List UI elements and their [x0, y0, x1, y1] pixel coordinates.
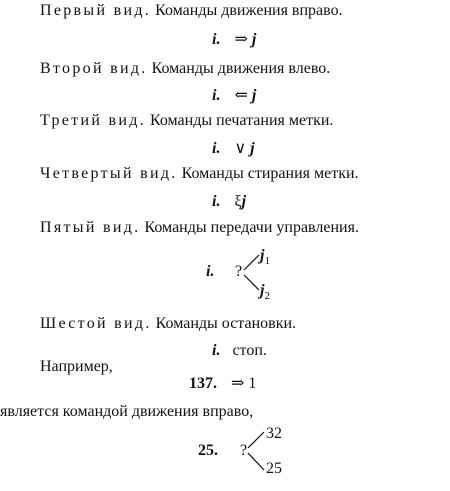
formula-transfer-j1 [260, 246, 270, 267]
branch-up-line [244, 255, 259, 270]
example-branch-up-line [248, 432, 264, 448]
formula-erase [212, 192, 246, 212]
kind-2-description: Команды движения влево. [151, 60, 331, 77]
kind-2-line [40, 59, 330, 79]
example-branch-down-line [248, 453, 264, 470]
kind-5-description: Команды передачи управления. [144, 219, 359, 236]
formula-transfer-i: i. [206, 263, 215, 280]
kind-1-line [40, 1, 343, 21]
kind-6-line [40, 314, 296, 334]
kind-4-description: Команды стирания метки. [181, 165, 359, 182]
formula-transfer-j1-sub: 1 [264, 255, 270, 267]
formula-transfer-j2 [260, 281, 270, 302]
formula-transfer-question: ? [235, 263, 243, 280]
kind-4-line [40, 164, 359, 184]
formula-right-i: i. [212, 31, 221, 48]
formula-left [212, 86, 256, 106]
formula-left-op: ⇐ [234, 87, 248, 104]
kind-1-label: Первый вид. [40, 2, 152, 19]
kind-5-line [40, 218, 359, 238]
kind-5-label: Пятый вид. [40, 219, 141, 236]
formula-transfer-j1-letter: j [260, 247, 265, 264]
formula-stop [212, 341, 267, 361]
formula-left-i: i. [212, 87, 221, 104]
formula-transfer-j2-letter: j [260, 282, 265, 299]
formula-erase-j: j [241, 193, 247, 210]
kind-3-line [40, 111, 333, 131]
formula-stop-word: стоп. [232, 342, 267, 359]
formula-erase-op: ξ [234, 193, 242, 210]
formula-transfer-j2-sub: 2 [264, 290, 270, 302]
example-intro: Например, [40, 358, 113, 375]
formula-left-j: j [251, 87, 257, 104]
example-command-2-top: 32 [266, 425, 282, 442]
formula-print-i: i. [212, 140, 221, 157]
example-command-1-target: 1 [248, 375, 257, 392]
formula-erase-i: i. [212, 193, 221, 210]
example-explanation: является командой движения вправо, [0, 403, 254, 420]
formula-right-j: j [251, 31, 257, 48]
example-command-1 [189, 374, 256, 394]
kind-1-description: Команды движения вправо. [155, 2, 343, 19]
formula-print [212, 139, 255, 159]
example-command-1-op: ⇒ [231, 375, 245, 392]
kind-6-description: Команды остановки. [155, 315, 297, 332]
kind-3-description: Команды печатания метки. [149, 112, 334, 129]
kind-6-label: Шестой вид. [40, 315, 152, 332]
kind-4-label: Четвертый вид. [40, 165, 178, 182]
example-command-2-number: 25. [198, 442, 218, 459]
formula-right-op: ⇒ [234, 31, 248, 48]
kind-3-label: Третий вид. [40, 112, 146, 129]
formula-stop-i: i. [212, 342, 221, 359]
example-command-1-number: 137. [189, 375, 217, 392]
branch-down-line [244, 275, 259, 290]
kind-2-label: Второй вид. [40, 60, 148, 77]
formula-print-j: j [250, 140, 255, 157]
formula-right [212, 30, 256, 50]
example-command-2-question: ? [240, 442, 248, 459]
formula-print-op: ∨ [234, 140, 247, 157]
example-command-2-bottom: 25 [266, 460, 282, 477]
